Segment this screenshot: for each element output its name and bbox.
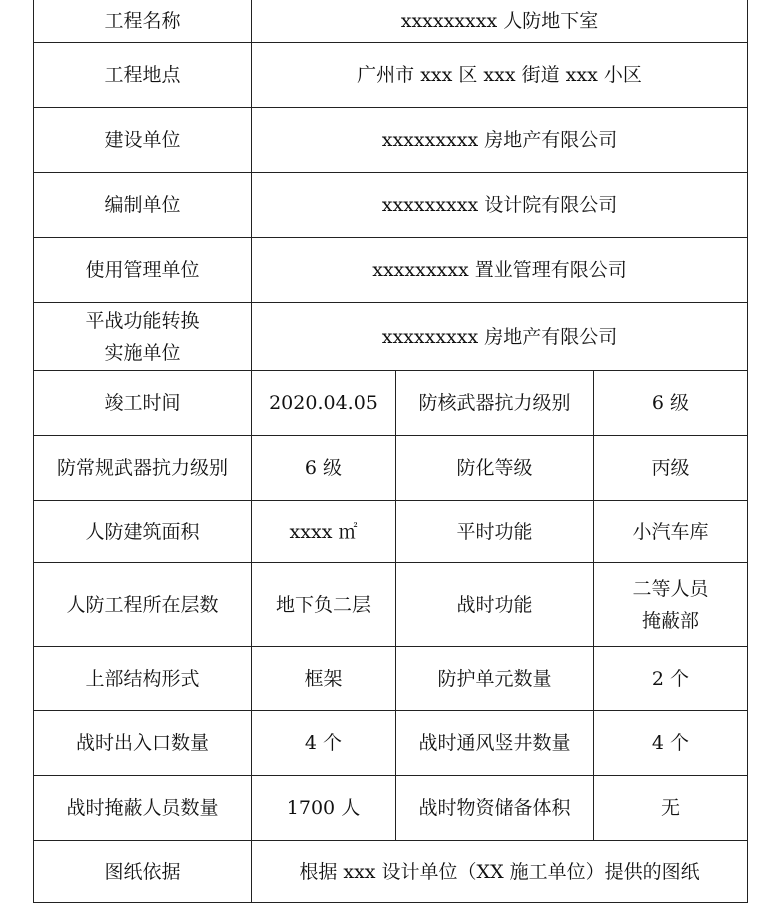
row-label-conversion-unit bbox=[34, 303, 252, 371]
table-row bbox=[34, 563, 748, 647]
cell-value: 框架 bbox=[252, 647, 396, 711]
row-value-project-name: xxxxxxxxx 人防地下室 bbox=[252, 0, 748, 43]
table-row bbox=[34, 776, 748, 841]
cell-label: 防护单元数量 bbox=[396, 647, 594, 711]
cell-value bbox=[594, 563, 748, 647]
cell-label: 防核武器抗力级别 bbox=[396, 371, 594, 436]
cell-value: 地下负二层 bbox=[252, 563, 396, 647]
table-row bbox=[34, 173, 748, 238]
row-label-developer: 建设单位 bbox=[34, 108, 252, 173]
cell-label: 战时掩蔽人员数量 bbox=[34, 776, 252, 841]
value-line: 二等人员 bbox=[632, 577, 709, 600]
cell-value: xxxx ㎡ bbox=[252, 501, 396, 563]
cell-value: 4 个 bbox=[252, 711, 396, 776]
cell-value: 4 个 bbox=[594, 711, 748, 776]
cell-value: 2020.04.05 bbox=[252, 371, 396, 436]
row-value-project-location: 广州市 xxx 区 xxx 街道 xxx 小区 bbox=[252, 43, 748, 108]
cell-value: 无 bbox=[594, 776, 748, 841]
value-line: 掩蔽部 bbox=[641, 609, 699, 632]
cell-value: 2 个 bbox=[594, 647, 748, 711]
table-row bbox=[34, 501, 748, 563]
label-line: 实施单位 bbox=[104, 341, 181, 364]
cell-label: 人防工程所在层数 bbox=[34, 563, 252, 647]
project-info-table bbox=[33, 0, 748, 903]
row-value-developer: xxxxxxxxx 房地产有限公司 bbox=[252, 108, 748, 173]
cell-label: 竣工时间 bbox=[34, 371, 252, 436]
cell-label: 人防建筑面积 bbox=[34, 501, 252, 563]
cell-value: 6 级 bbox=[252, 436, 396, 501]
cell-label: 战时物资储备体积 bbox=[396, 776, 594, 841]
label-line: 平战功能转换 bbox=[85, 309, 200, 332]
row-label-design-unit: 编制单位 bbox=[34, 173, 252, 238]
table-row bbox=[34, 108, 748, 173]
cell-label: 上部结构形式 bbox=[34, 647, 252, 711]
table-row bbox=[34, 711, 748, 776]
row-value-drawing-basis: 根据 xxx 设计单位（XX 施工单位）提供的图纸 bbox=[252, 841, 748, 903]
cell-label: 防化等级 bbox=[396, 436, 594, 501]
cell-label: 战时通风竖井数量 bbox=[396, 711, 594, 776]
cell-label: 平时功能 bbox=[396, 501, 594, 563]
table-row bbox=[34, 43, 748, 108]
row-value-design-unit: xxxxxxxxx 设计院有限公司 bbox=[252, 173, 748, 238]
row-value-management-unit: xxxxxxxxx 置业管理有限公司 bbox=[252, 238, 748, 303]
table-row bbox=[34, 0, 748, 43]
cell-value: 小汽车库 bbox=[594, 501, 748, 563]
cell-value: 丙级 bbox=[594, 436, 748, 501]
table-row bbox=[34, 436, 748, 501]
table-row bbox=[34, 238, 748, 303]
table-row bbox=[34, 371, 748, 436]
row-value-conversion-unit: xxxxxxxxx 房地产有限公司 bbox=[252, 303, 748, 371]
table-row bbox=[34, 303, 748, 371]
cell-label: 防常规武器抗力级别 bbox=[34, 436, 252, 501]
cell-label: 战时出入口数量 bbox=[34, 711, 252, 776]
table-row bbox=[34, 647, 748, 711]
table-row bbox=[34, 841, 748, 903]
cell-value: 1700 人 bbox=[252, 776, 396, 841]
row-label-project-location: 工程地点 bbox=[34, 43, 252, 108]
cell-label: 战时功能 bbox=[396, 563, 594, 647]
cell-value: 6 级 bbox=[594, 371, 748, 436]
row-label-drawing-basis: 图纸依据 bbox=[34, 841, 252, 903]
row-label-project-name: 工程名称 bbox=[34, 0, 252, 43]
row-label-management-unit: 使用管理单位 bbox=[34, 238, 252, 303]
